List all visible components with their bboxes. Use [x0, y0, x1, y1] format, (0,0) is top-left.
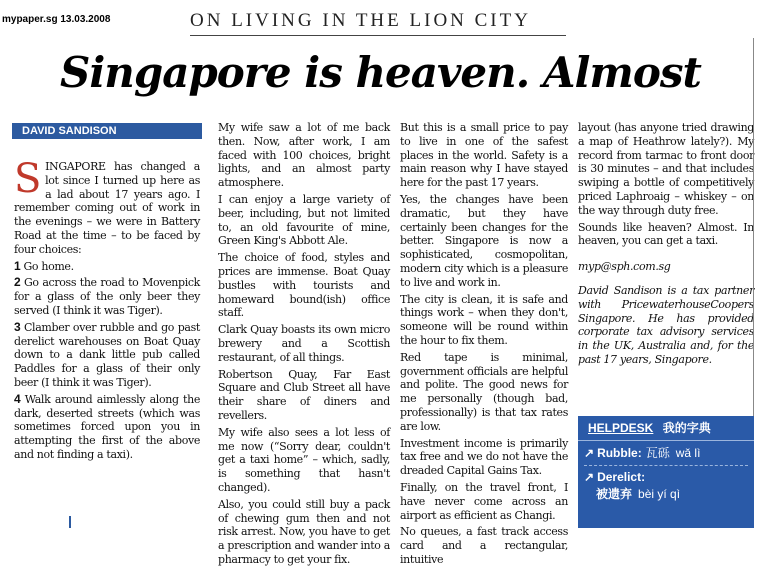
- entry-chinese: 瓦砾: [645, 446, 670, 460]
- paragraph: My wife saw a lot of me back then. Now, after work, I am faced with 100 choices, bright lights, and an almost party atmosphere.: [218, 121, 390, 190]
- section-kicker: ON LIVING IN THE LION CITY: [190, 10, 531, 31]
- item-text: Go across the road to Movenpick for a glass of the only beer they served (I think it was Tiger).: [14, 276, 200, 317]
- drop-cap: S: [14, 156, 42, 202]
- helpdesk-entry-translation: [578, 486, 754, 503]
- author-email: myp@sph.com.sg: [578, 260, 671, 274]
- list-item: [14, 393, 200, 462]
- item-text: Clamber over rubble and go past derelict warehouses on Boat Quay down to a dank little pub called Paddles for a glass of their only beer (I think it was Tiger).: [14, 320, 200, 389]
- item-text: Go home.: [20, 259, 74, 273]
- article-column-3: [400, 121, 568, 570]
- paragraph: Also, you could still buy a pack of chewing gum then and not risk arrest. Now, you have to get a prescription and wander into a pharmacy to get your fix.: [218, 497, 390, 566]
- entry-word: Derelict:: [597, 470, 646, 484]
- byline: DAVID SANDISON: [12, 123, 202, 139]
- paragraph: My wife also sees a lot less of me now (“Sorry dear, couldn't get a taxi home” – which, sadly, is something that hasn't changed).: [218, 425, 390, 494]
- arrow-icon: ↗: [584, 446, 595, 460]
- paragraph: No queues, a fast track access card and a rectangular, intuitive: [400, 525, 568, 566]
- helpdesk-box: [578, 416, 754, 528]
- article-column-2: [218, 121, 390, 570]
- item-number: 1: [14, 258, 21, 273]
- paragraph: But this is a small price to pay to live in one of the safest places in the world. Safety is a main reason why I have stayed here for the past 17 years.: [400, 121, 568, 190]
- paragraph: The city is clean, it is safe and things work – when they don't, someone will be round within the hour to fix them.: [400, 292, 568, 347]
- lead-text: INGAPORE has changed a lot since I turned up here as a lad about 17 years ago. I remember coming out of work in the evenings – we were in Battery Road at the time – to be faced by four choices:: [14, 160, 200, 256]
- helpdesk-title-cn: 我的字典: [662, 421, 711, 435]
- helpdesk-entry: [578, 445, 754, 462]
- list-item: [14, 276, 200, 317]
- item-number: 2: [14, 275, 21, 290]
- lead-paragraph: [14, 156, 200, 257]
- paragraph: Clark Quay boasts its own micro brewery and a Scottish restaurant, of all things.: [218, 323, 390, 364]
- item-number: 3: [14, 319, 21, 334]
- paragraph: Yes, the changes have been dramatic, but they have certainly been changes for the better. Singapore is now a sophisticated, cosmopolitan, modern city which is a pleasure to live and work in.: [400, 192, 568, 289]
- paragraph: Robertson Quay, Far East Square and Club Street all have their share of diners and revellers.: [218, 367, 390, 422]
- author-bio: David Sandison is a tax partner with PricewaterhouseCoopers Singapore. He has provided corporate tax advisory services in the UK, Australia and, for the past 17 years, Singapore.: [578, 283, 754, 366]
- kicker-rule: [190, 35, 566, 36]
- paragraph: I can enjoy a large variety of beer, including, but not limited to, an old favourite of mine, Green King's Abbott Ale.: [218, 192, 390, 248]
- entry-divider: [584, 465, 748, 466]
- paragraph: Investment income is primarily tax free and we do not have the dreaded Capital Gains Tax.: [400, 436, 568, 478]
- entry-pinyin: wǎ lì: [675, 446, 701, 460]
- paragraph: Finally, on the travel front, I have never come across an airport as efficient as Changi.: [400, 480, 568, 522]
- paragraph: layout (has anyone tried drawing a map of Heathrow lately?). My record from tarmac to front door is 30 minutes – and that includes swiping a bottle of competitively priced Laphroaig – whiskey – on the way through duty free.: [578, 121, 754, 217]
- arrow-icon: ↗: [584, 470, 595, 484]
- article-column-4: [578, 121, 754, 370]
- entry-word: Rubble:: [597, 446, 642, 460]
- item-text: Walk around aimlessly along the dark, deserted streets (which was sometimes forced upon you in attempting the first of the above and not finding a taxi).: [14, 392, 200, 461]
- masthead: mypaper.sg 13.03.2008: [2, 14, 111, 25]
- article-column-1: [14, 156, 200, 465]
- paragraph: Red tape is minimal, government officials are helpful and polite. The good news for me personally (though bad, professionally) is that tax rates are low.: [400, 350, 568, 433]
- paragraph: The choice of food, styles and prices are immense. Boat Quay bustles with tourists and homeward bound(ish) office staff.: [218, 251, 390, 320]
- entry-pinyin: bèi yí qì: [638, 487, 681, 501]
- list-item: [14, 260, 200, 274]
- entry-chinese: 被遗弃: [596, 487, 633, 501]
- item-number: 4: [14, 391, 21, 406]
- helpdesk-header: [578, 416, 754, 441]
- headline: Singapore is heaven. Almost: [60, 48, 701, 97]
- column-marker: [69, 516, 71, 528]
- helpdesk-title: HELPDESK: [588, 421, 654, 435]
- helpdesk-entry: [578, 469, 754, 486]
- list-item: [14, 321, 200, 390]
- paragraph: Sounds like heaven? Almost. In heaven, you can get a taxi.: [578, 220, 754, 248]
